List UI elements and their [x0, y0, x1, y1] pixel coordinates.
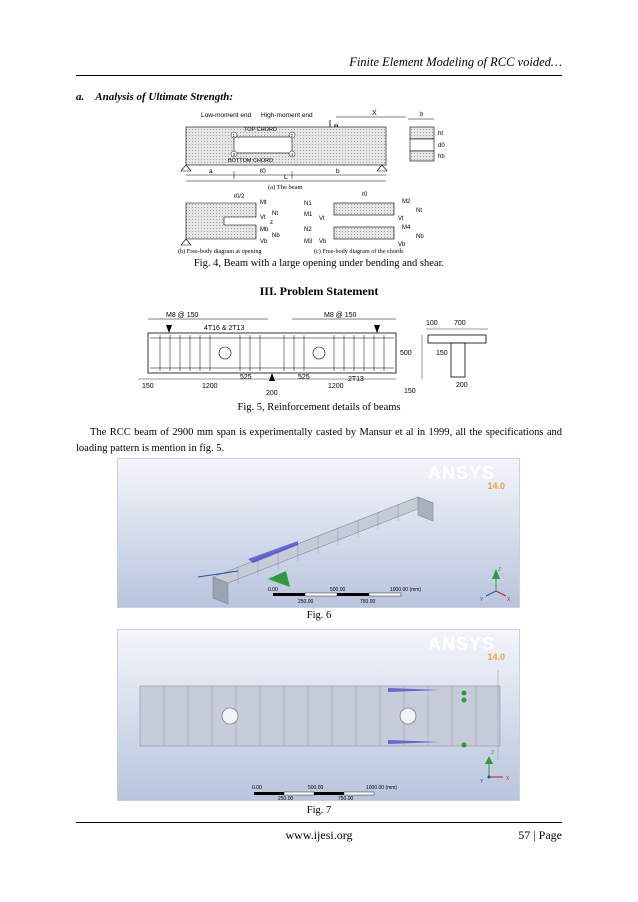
- fig4-section-bottom: [410, 151, 434, 161]
- fig5-top-bars: 4T16 & 2T13: [204, 325, 245, 332]
- fig4-vb: Vb: [260, 239, 268, 245]
- footer-page-number: 57 | Page: [518, 828, 562, 842]
- fig4-m3: M3: [304, 239, 313, 245]
- fig4-dim-l: L: [284, 174, 288, 181]
- fig4-nb-chord: Nb: [416, 234, 424, 240]
- fig4-m4: M4: [402, 225, 411, 231]
- fig4-section-d0: d0: [438, 143, 445, 149]
- fig4-nb: Nb: [272, 233, 280, 239]
- fig7-opening-right: [400, 708, 416, 724]
- fig7-ansys-logo: ANSYS: [427, 634, 495, 654]
- fig4-x-label: X: [372, 110, 377, 117]
- fig4-vb-right: Vb: [398, 242, 406, 248]
- fig6-model: [118, 459, 519, 607]
- fig4-nt-chord: Nt: [416, 208, 422, 214]
- section-label: a.: [76, 91, 85, 103]
- fig5-dim-525-left: 525: [240, 374, 252, 381]
- figure-7-ansys-view: [117, 629, 520, 801]
- fig4-vb-chord: Vb: [319, 239, 327, 245]
- fig4-top-chord-fbd: [334, 203, 394, 215]
- fig5-dim-1200-right: 1200: [328, 383, 344, 390]
- fig4-right-support: [377, 165, 387, 171]
- fig4-sub-b: (b) Free-body diagram at opening: [178, 248, 262, 255]
- fig7-version: 14.0: [487, 652, 505, 662]
- fig4-section-opening: [410, 139, 434, 151]
- fig4-z: z: [270, 220, 273, 226]
- fig5-bottom-bars: 2T13: [348, 376, 364, 383]
- figure-6-caption: Fig. 6: [306, 610, 332, 621]
- fig5-dim-500: 500: [400, 350, 412, 357]
- fig4-dim-b: b: [336, 168, 340, 175]
- fig4-fbd-opening: [186, 203, 256, 239]
- fig7-axis-x: X: [506, 776, 510, 782]
- fig4-bottom-chord-fbd: [334, 227, 394, 239]
- section-heading: [76, 91, 233, 103]
- fig7-axis-y: Y: [480, 779, 484, 785]
- footer-rule: [76, 822, 562, 823]
- fig6-ansys-logo: ANSYS: [427, 463, 495, 483]
- fig7-scale-750: 750.00: [338, 796, 354, 800]
- fig6-scale-0: 0.00: [268, 587, 278, 593]
- fig4-bottom-chord-label: BOTTOM CHORD: [228, 158, 274, 164]
- fig4-vt-chord: Vt: [319, 216, 325, 222]
- header-rule: [76, 75, 562, 76]
- fig5-dim-525-right: 525: [298, 374, 310, 381]
- fig4-section-ht: ht: [438, 131, 444, 137]
- section-title: Analysis of Ultimate Strength:: [95, 91, 234, 103]
- fig5-load-left: [166, 325, 172, 333]
- fig4-m2: M2: [402, 199, 411, 205]
- fig4-dim-l0: ℓ0: [260, 168, 266, 175]
- figure-4-beam-diagram: [176, 107, 466, 255]
- fig7-scale-1000: 1000.00 (mm): [366, 785, 398, 791]
- fig5-section-web: [451, 343, 465, 377]
- fig5-stirrups-right: M8 @ 150: [324, 312, 357, 319]
- fig5-section-flange: [428, 335, 486, 343]
- fig5-stirrups-left: M8 @ 150: [166, 312, 199, 319]
- fig6-scale-250: 250.00: [298, 599, 314, 605]
- fig4-dim-a: a: [209, 168, 213, 175]
- fig7-axis-z: Z: [491, 750, 495, 756]
- fig4-top-chord-label: TOP CHORD: [244, 127, 277, 133]
- fig6-axis-y: Y: [480, 597, 484, 603]
- fig6-version: 14.0: [487, 481, 505, 491]
- figure-7-caption: Fig. 7: [306, 805, 332, 816]
- fig4-sub-a: (a) The beam: [268, 184, 303, 191]
- fig5-load-right: [374, 325, 380, 333]
- fig4-nt: Nt: [272, 211, 278, 217]
- fig7-scale-250: 250.00: [278, 796, 294, 800]
- fig4-m1: M1: [304, 212, 313, 218]
- fig5-dim-200: 200: [266, 390, 278, 397]
- fig6-scale-750: 750.00: [360, 599, 376, 605]
- fig4-n2: N2: [304, 227, 312, 233]
- fig5-dim-150-web: 150: [436, 350, 448, 357]
- fig7-scale-0: 0.00: [252, 785, 262, 791]
- fig7-opening-left: [222, 708, 238, 724]
- fig5-opening-right: [313, 347, 325, 359]
- fig4-node-4: 4: [290, 152, 294, 157]
- fig5-dim-100: 100: [426, 320, 438, 327]
- footer-site: www.ijesi.org: [285, 828, 353, 842]
- fig4-high-moment-end: High-moment end: [261, 112, 313, 119]
- fig7-scale-500: 500.00: [308, 785, 324, 791]
- fig5-support-center: [269, 373, 275, 381]
- fig6-scale-500: 500.00: [330, 587, 346, 593]
- fig4-l0-half: ℓ0/2: [234, 194, 245, 200]
- fig6-axis-z: Z: [498, 567, 502, 573]
- fig4-node-2: 2: [290, 133, 294, 138]
- fig5-beam-outline: [148, 333, 396, 373]
- fig4-mt: Mt: [260, 200, 267, 206]
- figure-4-caption: Fig. 4, Beam with a large opening under bending and shear.: [193, 258, 445, 269]
- fig5-dim-150-right: 150: [404, 388, 416, 395]
- fig4-section-top: [410, 127, 434, 139]
- fig4-left-support: [181, 165, 191, 171]
- fig4-opening: [234, 137, 292, 153]
- fig5-dim-150-left: 150: [142, 383, 154, 390]
- fig4-section-hb: hb: [438, 154, 445, 160]
- fig4-chord-l0: ℓ0: [362, 192, 368, 198]
- fig4-section-b: b: [420, 112, 424, 118]
- figure-5-caption: Fig. 5, Reinforcement details of beams: [237, 402, 401, 413]
- figure-5-reinforcement: [136, 307, 492, 401]
- fig5-dim-700: 700: [454, 320, 466, 327]
- fig4-sub-c: (c) Free-body diagram of the chords: [314, 248, 404, 255]
- fig5-dim-1200-left: 1200: [202, 383, 218, 390]
- fig4-mb: Mb: [260, 227, 269, 233]
- body-paragraph: The RCC beam of 2900 mm span is experimentally casted by Mansur et al in 1999, all the specifications and loading pattern is mention in fig. 5.: [76, 427, 562, 454]
- fig6-scale-1000: 1000.00 (mm): [390, 587, 422, 593]
- fig7-beam-elevation: [140, 686, 500, 746]
- fig4-vt: Vt: [260, 215, 266, 221]
- fig5-dim-200-web: 200: [456, 382, 468, 389]
- fig6-axis-x: X: [507, 597, 511, 603]
- fig4-low-moment-end: Low-moment end: [201, 112, 252, 119]
- figure-6-ansys-view: [117, 458, 520, 608]
- fig4-node-3: 3: [232, 152, 236, 157]
- fig7-model: [118, 630, 519, 800]
- fig5-opening-left: [219, 347, 231, 359]
- fig4-n1: N1: [304, 201, 312, 207]
- running-header: Finite Element Modeling of RCC voided…: [349, 55, 562, 69]
- fig4-node-1: 1: [232, 133, 236, 138]
- fig4-vt-right: Vt: [398, 216, 404, 222]
- section-3-heading: III. Problem Statement: [259, 284, 379, 298]
